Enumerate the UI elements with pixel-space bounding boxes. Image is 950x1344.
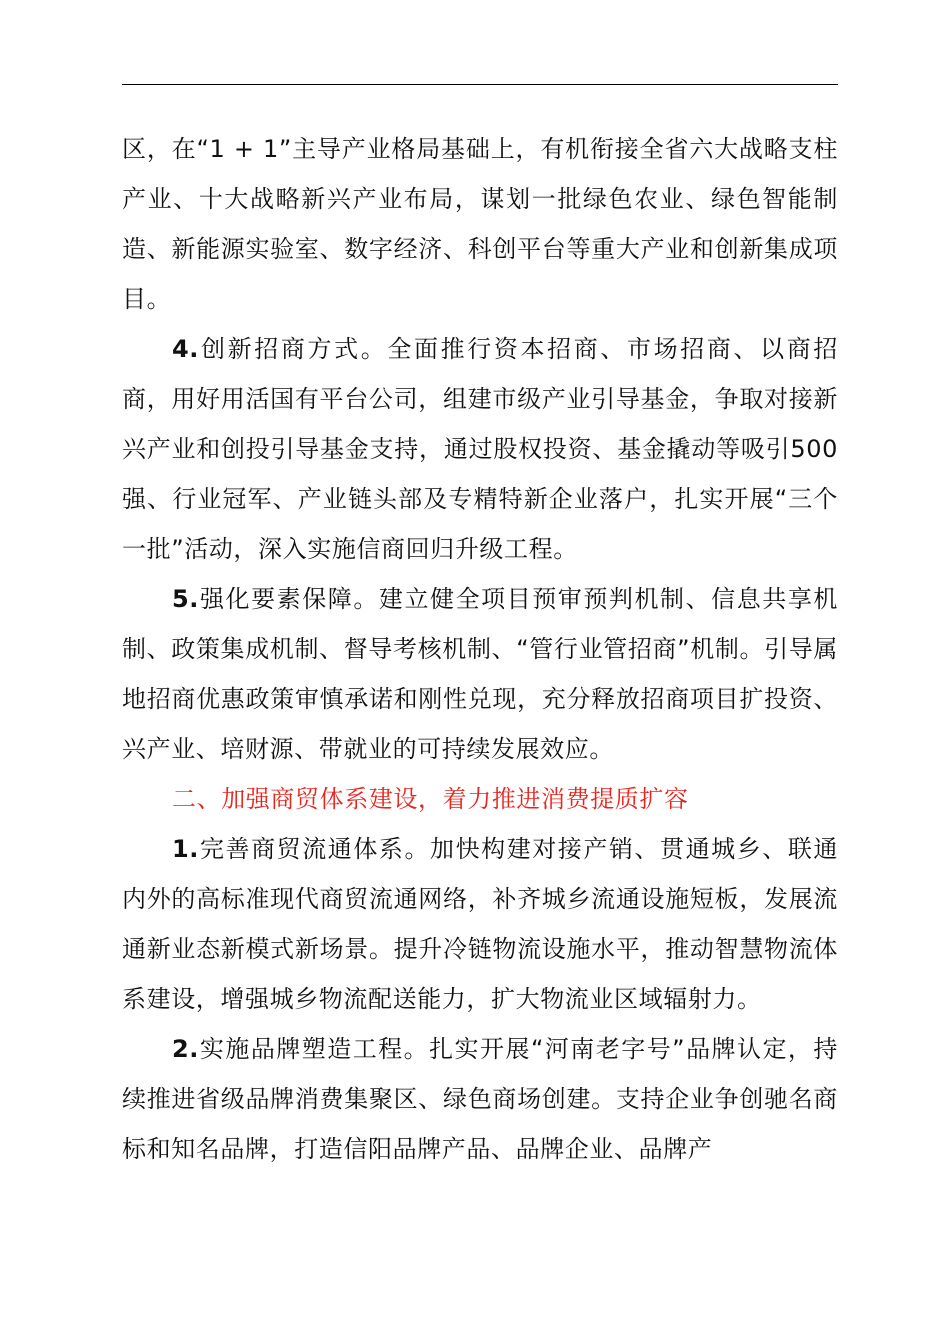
- item-number: 5.: [172, 585, 200, 613]
- paragraph-item-4: [122, 324, 838, 574]
- paragraph-item-5: [122, 574, 838, 774]
- paragraph-item-1: [122, 824, 838, 1024]
- item-number: 2.: [172, 1035, 200, 1063]
- section-heading: 二、加强商贸体系建设，着力推进消费提质扩容: [172, 785, 689, 813]
- document-body: [122, 124, 838, 1174]
- item-text: 实施品牌塑造工程。扎实开展“河南老字号”品牌认定，持续推进省级品牌消费集聚区、绿色商场创建。支持企业争创驰名商标和知名品牌，打造信阳品牌产品、品牌企业、品牌产: [122, 1035, 838, 1163]
- item-number: 1.: [172, 835, 200, 863]
- item-number: 4.: [172, 335, 200, 363]
- item-text: 创新招商方式。全面推行资本招商、市场招商、以商招商，用好用活国有平台公司，组建市级产业引导基金，争取对接新兴产业和创投引导基金支持，通过股权投资、基金撬动等吸引500强、行业冠军、产业链头部及专精特新企业落户，扎实开展“三个一批”活动，深入实施信商回归升级工程。: [122, 335, 838, 563]
- paragraph-continuation: 区，在“1 + 1”主导产业格局基础上，有机衔接全省六大战略支柱产业、十大战略新兴产业布局，谋划一批绿色农业、绿色智能制造、新能源实验室、数字经济、科创平台等重大产业和创新集成项目。: [122, 135, 838, 313]
- header-rule: [122, 84, 838, 85]
- item-text: 完善商贸流通体系。加快构建对接产销、贯通城乡、联通内外的高标准现代商贸流通网络，补齐城乡流通设施短板，发展流通新业态新模式新场景。提升冷链物流设施水平，推动智慧物流体系建设，增强城乡物流配送能力，扩大物流业区域辐射力。: [122, 835, 838, 1013]
- item-text: 强化要素保障。建立健全项目预审预判机制、信息共享机制、政策集成机制、督导考核机制、“管行业管招商”机制。引导属地招商优惠政策审慎承诺和刚性兑现，充分释放招商项目扩投资、兴产业、培财源、带就业的可持续发展效应。: [122, 585, 838, 763]
- paragraph-item-2: [122, 1024, 838, 1174]
